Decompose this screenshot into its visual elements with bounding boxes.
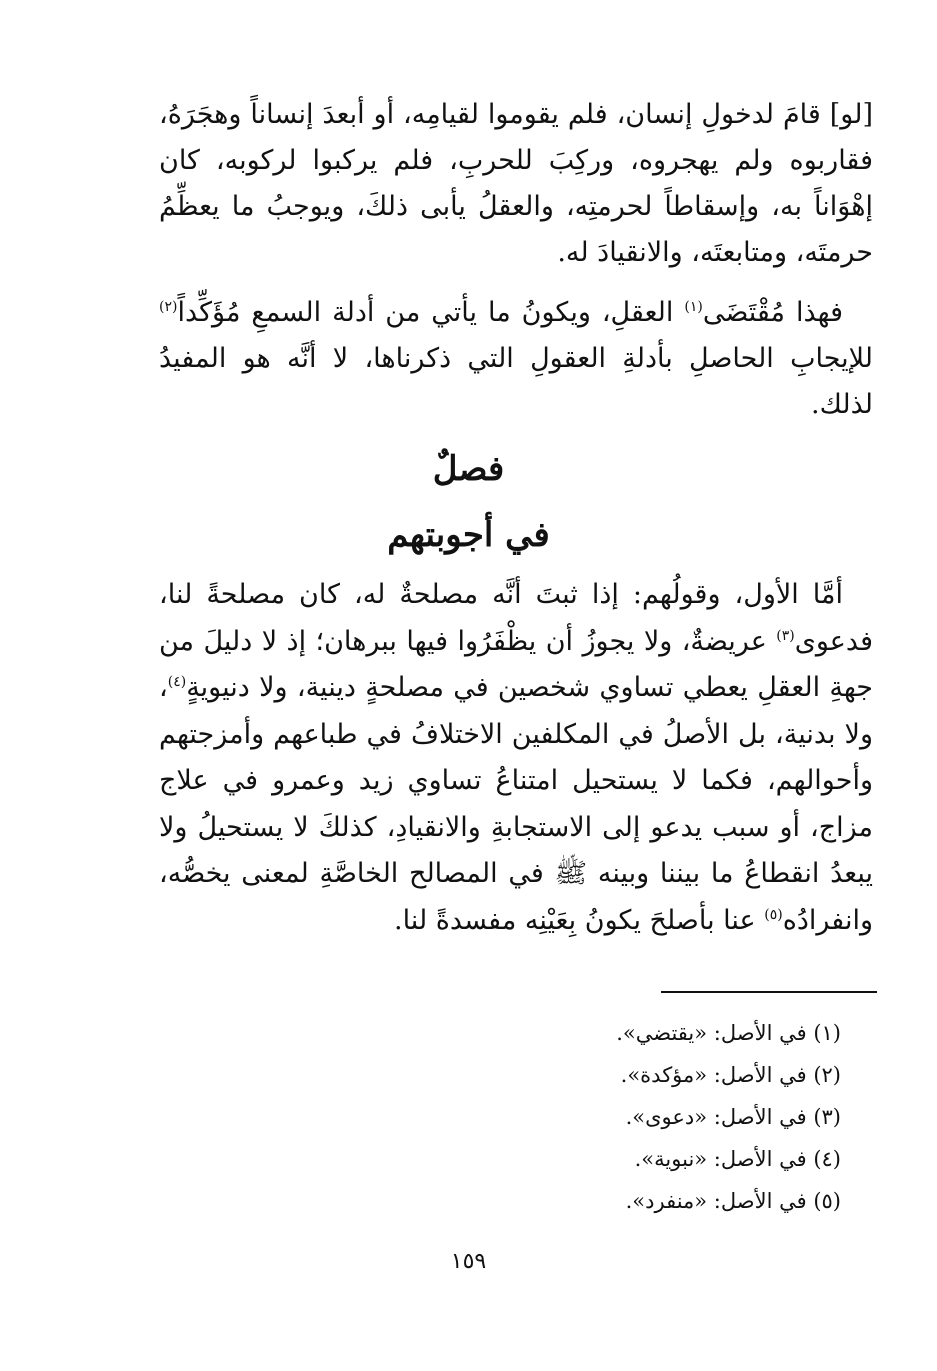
- paragraph-1: [159, 92, 873, 276]
- paragraph-2-text-b: العقلِ، ويكونُ ما يأتي من أدلة السمعِ مُؤَكِّداً: [177, 297, 685, 328]
- footnote-separator: [661, 991, 877, 993]
- paragraph-2-text-c: للإيجابِ الحاصلِ بأدلةِ العقولِ التي ذكرناها، لا أنَّه هو المفيدُ لذلك.: [159, 343, 873, 420]
- footnote-2: (٢) في الأصل: «مؤكدة».: [620, 1063, 841, 1087]
- footnote-marker-2: (٢): [159, 299, 178, 315]
- section-heading: فصلٌ: [432, 449, 505, 489]
- paragraph-1-text: [لو] قامَ لدخولِ إنسان، فلم يقوموا لقيامِه، أو أبعدَ إنساناً وهجَرَهُ، فقاربوه ولم يهجروه، وركِبَ للحربِ، فلم يركبوا لركوبه، كان إهْوَاناً به، وإسقاطاً لحرمتِه، والعقلُ يأبى ذلكَ، ويوجبُ ما يعظِّمُ حرمتَه، ومتابعتَه، والانقيادَ له.: [159, 99, 873, 268]
- section-subtitle: في أجوبتهم: [387, 515, 550, 555]
- footnotes-list: [341, 1012, 841, 1222]
- footnote-4: (٤) في الأصل: «نبوية».: [634, 1147, 841, 1171]
- paragraph-2: [159, 290, 873, 428]
- page-number: ١٥٩: [450, 1249, 487, 1274]
- paragraph-3-text-d: عنا بأصلحَ يكونُ بِعَيْنِه مفسدةً لنا.: [394, 904, 765, 936]
- paragraph-2-text-a: فهذا مُقْتَضَى: [702, 297, 843, 328]
- footnote-marker-1: (١): [684, 299, 703, 315]
- footnote-1: (١) في الأصل: «يقتضي».: [616, 1021, 841, 1045]
- paragraph-3-text-c: ، ولا بدنية، بل الأصلُ في المكلفين الاختلافُ في طباعهم وأمزجتهم وأحوالهم، فكما لا يستحيل امتناعُ تساوي زيد وعمرو في علاج مزاج، أو سبب يدعو إلى الاستجابةِ والانقيادِ، كذلكَ لا يستحيلُ ولا يبعدُ انقطاعُ ما بيننا وبينه ﷺ في المصالح الخاصَّةِ لمعنى يخصُّه، وانفرادُه: [159, 672, 873, 936]
- footnote-marker-3: (٣): [776, 627, 795, 644]
- paragraph-3-text-a: أمَّا الأول، وقولُهم: إذا ثبتَ أنَّه مصلحةٌ له، كان مصلحةً لنا، فدعوى: [159, 579, 873, 657]
- footnote-marker-5: (٥): [764, 906, 783, 923]
- footnote-5: (٥) في الأصل: «منفرد».: [625, 1189, 841, 1213]
- footnote-3: (٣) في الأصل: «دعوى».: [625, 1105, 841, 1129]
- paragraph-3-text-b: عريضةٌ، ولا يجوزُ أن يظْفَرُوا فيها ببرهان؛ إذ لا دليلَ من جهةِ العقلِ يعطي تساوي شخصين في مصلحةٍ دينية، ولا دنيويةٍ: [159, 625, 873, 703]
- paragraph-3: [159, 572, 873, 944]
- footnote-marker-4: (٤): [167, 674, 187, 690]
